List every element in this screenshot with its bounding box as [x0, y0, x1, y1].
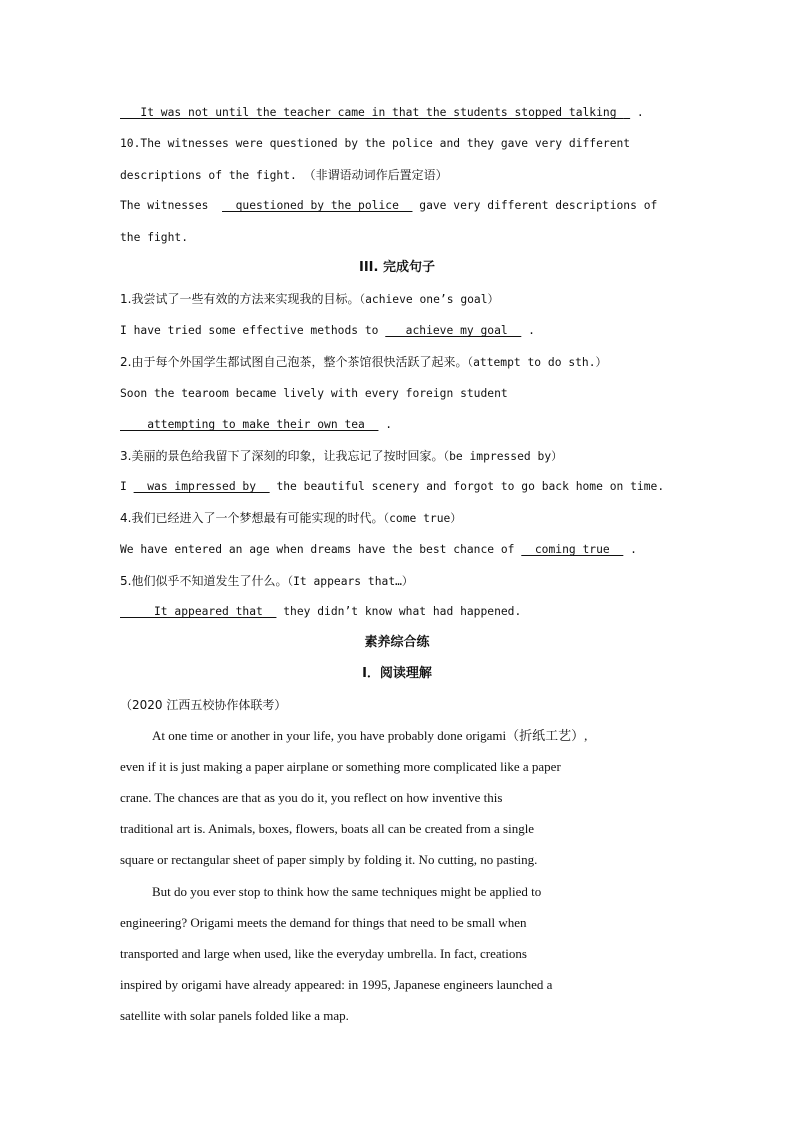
passage-p1-line-2: even if it is just making a paper airplane or something more complicated like a paper: [120, 759, 561, 774]
s3-chinese: [120, 448, 680, 465]
s5-chinese: [120, 573, 680, 590]
s4-answer: coming true: [521, 543, 624, 556]
passage-p1-line-5: square or rectangular sheet of paper simply by folding it. No cutting, no pasting.: [120, 852, 538, 867]
s2-answer-line: [120, 417, 680, 433]
s5-en-post: they didn’t know what had happened.: [276, 605, 522, 618]
passage-p1-line-1: At one time or another in your life, you have probably done origami（折纸工艺）,: [152, 728, 588, 743]
s2-hint: （attempt to do sth.）: [467, 356, 607, 369]
s1-answer: achieve my goal: [385, 324, 522, 337]
s4-en-post: .: [623, 543, 637, 556]
s1-hint: （achieve one’s goal）: [359, 293, 499, 306]
q10-grammar-note: （非谓语动词作后置定语）: [303, 168, 448, 182]
s2-en-post: .: [378, 418, 393, 431]
s2-chinese: [120, 354, 680, 371]
answer-line-9: [120, 105, 680, 121]
s1-chinese: [120, 291, 680, 308]
passage-p1-line-4: traditional art is. Animals, boxes, flowers, boats all can be created from a single: [120, 821, 535, 836]
q10-line-3-pre: The witnesses: [120, 199, 223, 212]
q10-answer: questioned by the police: [222, 199, 413, 212]
exam-source: （2020 江西五校协作体联考）: [120, 698, 287, 712]
s1-cn-text: 1.我尝试了一些有效的方法来实现我的目标。: [120, 292, 360, 306]
s4-english: [120, 542, 680, 558]
passage-p1-line-3: crane. The chances are that as you do it, you reflect on how inventive this: [120, 790, 503, 805]
s3-english: [120, 479, 680, 495]
q10-line-1: 10.The witnesses were questioned by the police and they gave very different: [120, 137, 631, 150]
passage-p2-line-3: transported and large when used, like the everyday umbrella. In fact, creations: [120, 946, 527, 961]
s3-en-pre: I: [120, 480, 134, 493]
passage-p2-line-2: engineering? Origami meets the demand for things that need to be small when: [120, 915, 527, 930]
s5-answer: It appeared that: [120, 605, 277, 618]
answer-post: .: [630, 106, 644, 119]
s4-hint: （come true）: [383, 512, 462, 525]
s5-english: [120, 604, 680, 620]
s1-en-post: .: [521, 324, 535, 337]
passage-p2-line-4: inspired by origami have already appeared: in 1995, Japanese engineers launched a: [120, 977, 553, 992]
s3-cn-text: 3.美丽的景色给我留下了深刻的印象，让我忘记了按时回家。: [120, 449, 444, 463]
s4-cn-text: 4.我们已经进入了一个梦想最有可能实现的时代。: [120, 511, 384, 525]
answer-text: It was not until the teacher came in that the students stopped talking: [140, 106, 624, 119]
section-title-complete-sentences: III. 完成句子: [359, 260, 435, 275]
s2-cn-text: 2.由于每个外国学生都试图自己泡茶，整个茶馆很快活跃了起来。: [120, 355, 468, 369]
practice-title: 素养综合练: [364, 635, 430, 650]
s4-chinese: [120, 510, 680, 527]
passage-p2-line-5: satellite with solar panels folded like a map.: [120, 1008, 349, 1023]
s3-en-post: the beautiful scenery and forgot to go back home on time.: [269, 480, 665, 493]
s2-answer: attempting to make their own tea: [120, 418, 379, 431]
s4-en-pre: We have entered an age when dreams have the best chance of: [120, 543, 522, 556]
q10-line-3: [120, 198, 680, 214]
answer-pre-blank: [120, 106, 140, 119]
reading-title: I．阅读理解: [362, 666, 432, 681]
passage-p2-line-1: But do you ever stop to think how the same techniques might be applied to: [152, 884, 542, 899]
s2-english: Soon the tearoom became lively with every foreign student: [120, 387, 508, 400]
q10-line-2-en: descriptions of the fight.: [120, 169, 304, 182]
s5-hint: （It appears that…）: [287, 575, 414, 588]
q10-line-2: [120, 167, 680, 184]
s1-en-pre: I have tried some effective methods to: [120, 324, 386, 337]
s3-answer: was impressed by: [133, 480, 270, 493]
s3-hint: （be impressed by）: [443, 450, 563, 463]
q10-line-4: the fight.: [120, 231, 189, 244]
q10-line-3-post: gave very different descriptions of: [412, 199, 658, 212]
s1-english: [120, 323, 680, 339]
s5-cn-text: 5.他们似乎不知道发生了什么。: [120, 574, 288, 588]
